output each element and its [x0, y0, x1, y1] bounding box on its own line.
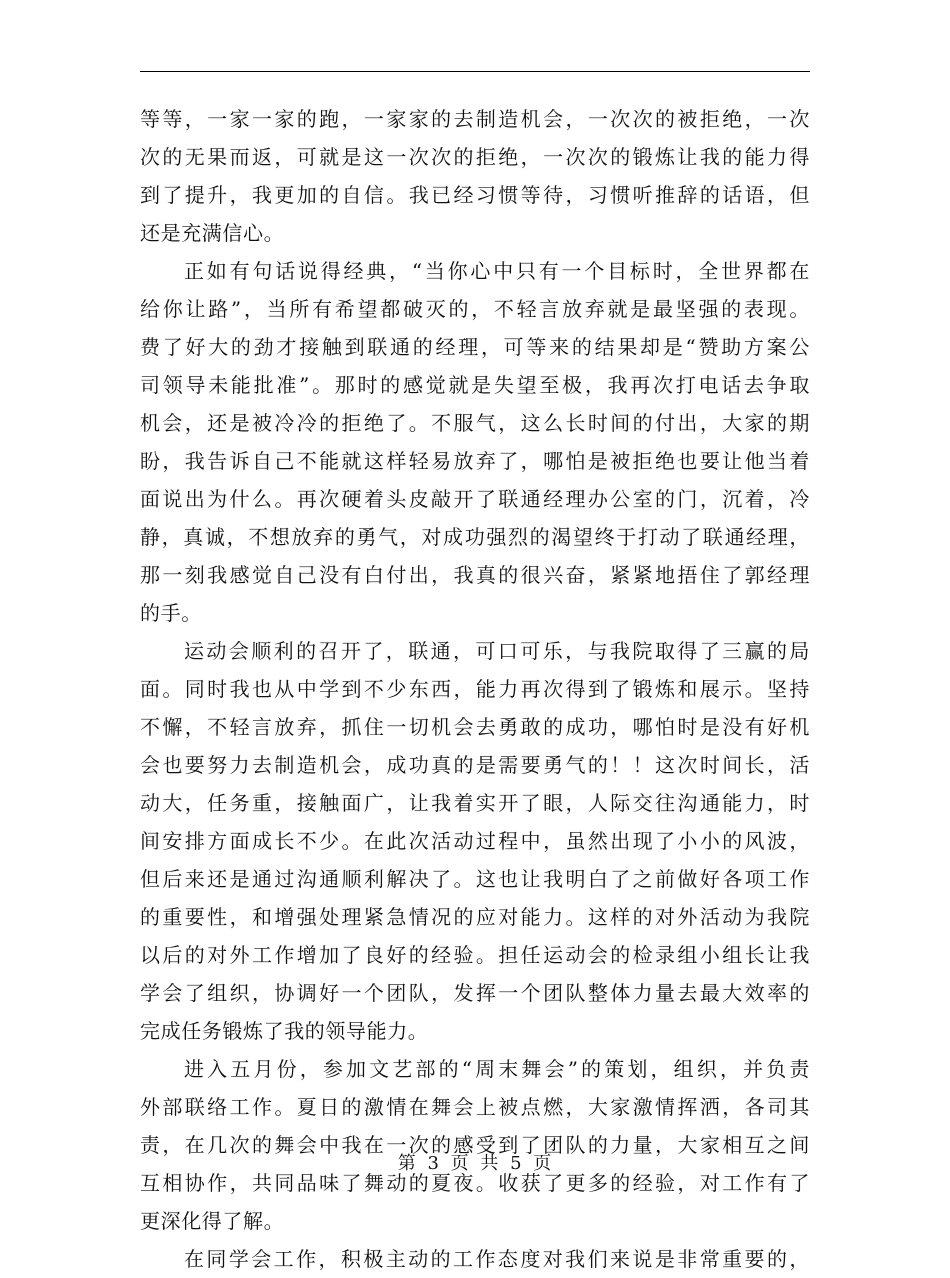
text-line: 的手。	[140, 601, 202, 625]
text-line: 面。同时我也从中学到不少东西，能力再次得到了锻炼和展示。坚持	[140, 677, 810, 701]
text-line: 外部联络工作。夏日的激情在舞会上被点燃，大家激情挥洒，各司其	[140, 1095, 810, 1119]
text-line: 以后的对外工作增加了良好的经验。担任运动会的检录组小组长让我	[140, 943, 810, 967]
text-line: 费了好大的劲才接触到联通的经理，可等来的结果却是“赞助方案公	[140, 335, 810, 359]
text-line: 次的无果而返，可就是这一次次的拒绝，一次次的锻炼让我的能力得	[140, 145, 810, 169]
text-line: 正如有句话说得经典，“当你心中只有一个目标时，全世界都在	[184, 259, 810, 283]
text-line: 面说出为什么。再次硬着头皮敲开了联通经理办公室的门，沉着，冷	[140, 487, 810, 511]
text-line: 盼，我告诉自己不能就这样轻易放弃了，哪怕是被拒绝也要让他当着	[140, 449, 810, 473]
text-line: 学会了组织，协调好一个团队，发挥一个团队整体力量去最大效率的	[140, 981, 810, 1005]
text-line: 运动会顺利的召开了，联通，可口可乐，与我院取得了三赢的局	[184, 639, 810, 663]
page-number-footer: 第 3 页 共 5 页	[397, 1153, 553, 1174]
text-line: 静，真诚，不想放弃的勇气，对成功强烈的渴望终于打动了联通经理，	[140, 525, 810, 549]
text-line: 那一刻我感觉自己没有白付出，我真的很兴奋，紧紧地捂住了郭经理	[140, 563, 810, 587]
text-line: 在同学会工作，积极主动的工作态度对我们来说是非常重要的，	[184, 1247, 810, 1271]
text-line: 互相协作，共同品味了舞动的夏夜。收获了更多的经验，对工作有了	[140, 1171, 810, 1195]
text-line: 的重要性，和增强处理紧急情况的应对能力。这样的对外活动为我院	[140, 905, 810, 929]
text-line: 司领导未能批准”。那时的感觉就是失望至极，我再次打电话去争取	[140, 373, 810, 397]
text-line: 动大，任务重，接触面广，让我着实开了眼，人际交往沟通能力，时	[140, 791, 810, 815]
text-line: 到了提升，我更加的自信。我已经习惯等待，习惯听推辞的话语，但	[140, 183, 810, 207]
text-line: 给你让路”，当所有希望都破灭的，不轻言放弃就是最坚强的表现。	[140, 297, 810, 321]
text-line: 间安排方面成长不少。在此次活动过程中，虽然出现了小小的风波，	[140, 829, 810, 853]
header-rule	[140, 71, 810, 72]
text-line: 不懈，不轻言放弃，抓住一切机会去勇敢的成功，哪怕时是没有好机	[140, 715, 810, 739]
text-line: 等等，一家一家的跑，一家家的去制造机会，一次次的被拒绝，一次	[140, 107, 810, 131]
text-line: 会也要努力去制造机会，成功真的是需要勇气的！！这次时间长，活	[140, 753, 810, 777]
text-line: 责，在几次的舞会中我在一次的感受到了团队的力量，大家相互之间	[140, 1133, 810, 1157]
text-line: 完成任务锻炼了我的领导能力。	[140, 1019, 429, 1043]
text-line: 机会，还是被冷冷的拒绝了。不服气，这么长时间的付出，大家的期	[140, 411, 810, 435]
text-line: 还是充满信心。	[140, 221, 285, 245]
text-line: 但后来还是通过沟通顺利解决了。这也让我明白了之前做好各项工作	[140, 867, 810, 891]
text-line: 更深化得了解。	[140, 1209, 285, 1233]
document-body	[140, 100, 810, 1278]
text-line: 进入五月份，参加文艺部的“周末舞会”的策划，组织，并负责	[184, 1057, 810, 1081]
